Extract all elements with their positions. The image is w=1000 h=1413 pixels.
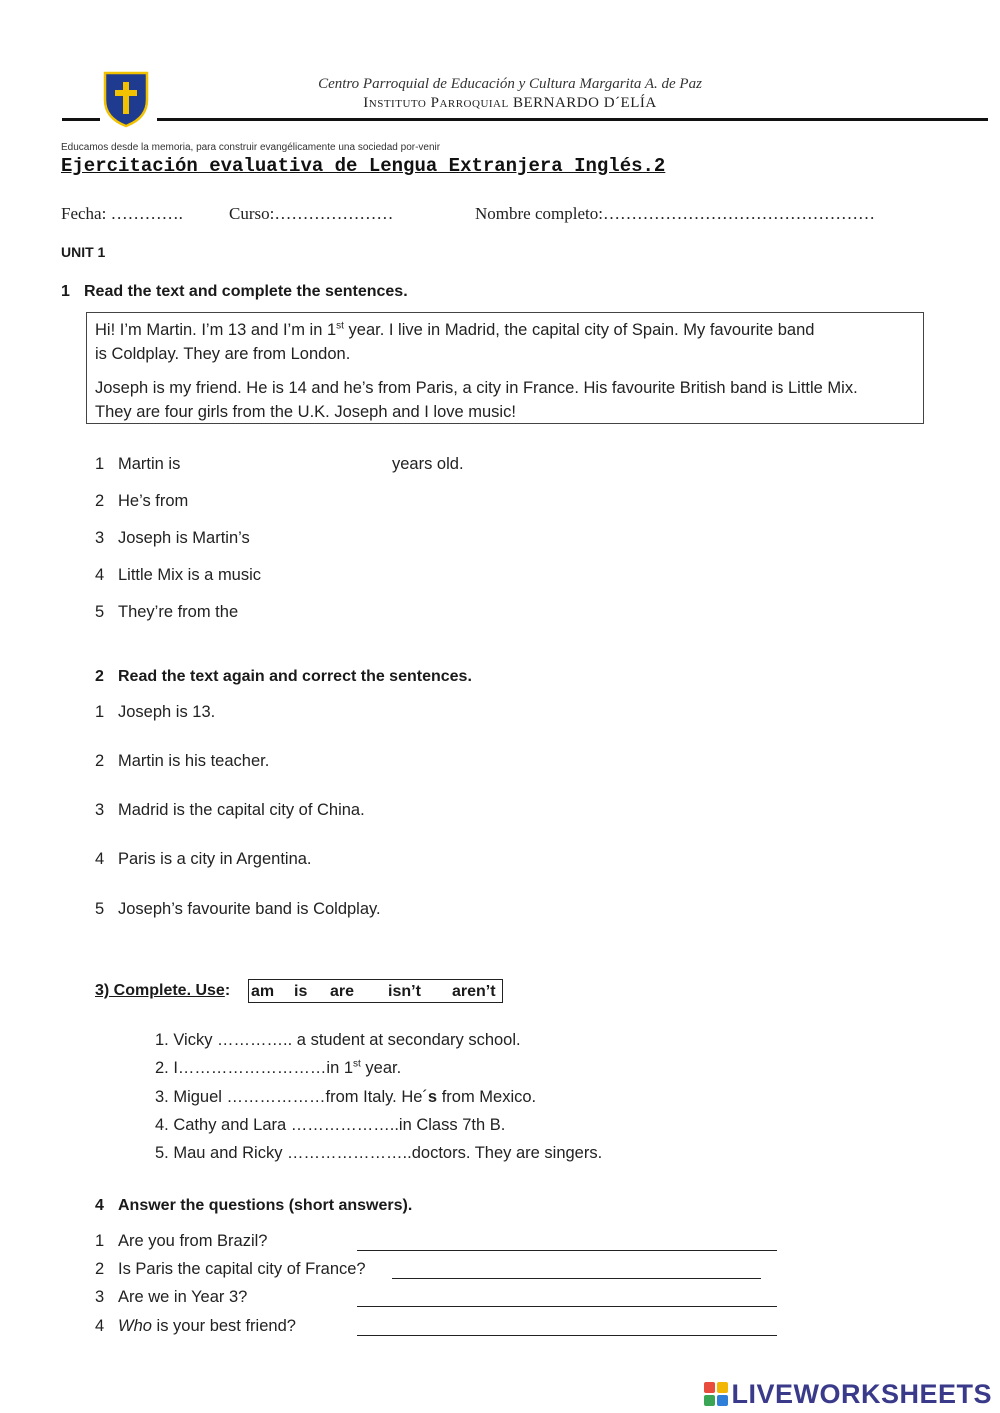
header-rule-left <box>62 118 100 121</box>
q2-item-2 <box>95 752 269 771</box>
reading-p2-part-a: Joseph is my friend. He is 14 and he’s from Paris, a city in France. His favourite British band is Little Mix. <box>95 379 858 397</box>
q1-item-4 <box>95 566 261 585</box>
q1-item-number: 1 <box>95 455 105 473</box>
q3-title-colon: : <box>224 982 231 999</box>
reading-p1-part-c: is Coldplay. They are from London. <box>95 345 351 363</box>
q2-item-text: Joseph’s favourite band is Coldplay. <box>118 900 381 918</box>
word-bank-is: is <box>294 983 308 1000</box>
institute-name: Instituto Parroquial BERNARDO D´ELÍA <box>363 95 657 111</box>
liveworksheets-logo[interactable] <box>703 1378 992 1410</box>
q3-item-5[interactable] <box>155 1144 602 1163</box>
q1-item-3 <box>95 529 250 548</box>
q3-item-text: 3. Miguel ………………from Italy. He´ <box>155 1088 428 1106</box>
reading-p1-part-b: year. I live in Madrid, the capital city of Spain. My favourite band <box>343 321 815 339</box>
q2-item-5 <box>95 900 381 919</box>
q4-item-text: Are you from Brazil? <box>118 1232 268 1250</box>
q2-item-number: 1 <box>95 703 105 721</box>
q1-item-number: 5 <box>95 603 105 621</box>
q2-item-number: 4 <box>95 850 105 868</box>
q1-item-text: Joseph is Martin’s <box>118 529 250 547</box>
q4-item-number: 4 <box>95 1317 105 1335</box>
reading-p1-sup: st <box>336 320 344 332</box>
q4-item-number: 3 <box>95 1288 105 1306</box>
reading-p1-part-a: Hi! I’m Martin. I’m 13 and I’m in 1 <box>95 321 337 339</box>
q4-item-text: Are we in Year 3? <box>118 1288 248 1306</box>
q2-item-4 <box>95 850 312 869</box>
header-rule-right <box>157 118 988 121</box>
reading-p2-part-b: They are four girls from the U.K. Joseph and I love music! <box>95 403 516 421</box>
q4-item-text: is your best friend? <box>151 1317 296 1335</box>
q1-item-number: 4 <box>95 566 105 584</box>
q3-title-text: 3) Complete. Use <box>95 982 225 999</box>
curso-field[interactable]: Curso:………………… <box>229 204 394 223</box>
q3-title <box>95 982 230 1000</box>
word-bank-box <box>248 979 503 1003</box>
q1-item-5 <box>95 603 238 622</box>
nombre-field[interactable]: Nombre completo:………………………………………… <box>475 204 875 223</box>
liveworksheets-brand-text: LIVEWORKSHEETS <box>731 1378 992 1409</box>
q4-item-italic: Who <box>118 1317 152 1335</box>
q4-title <box>95 1197 412 1215</box>
fecha-field[interactable]: Fecha: …………. <box>61 204 183 223</box>
q2-item-number: 2 <box>95 752 105 770</box>
q2-title <box>95 668 472 686</box>
q4-item-number: 1 <box>95 1232 105 1250</box>
q3-item-1[interactable] <box>155 1031 521 1050</box>
q3-item-text-end: from Mexico. <box>437 1088 537 1106</box>
q4-item-2 <box>95 1260 366 1279</box>
q4-number: 4 <box>95 1197 104 1214</box>
q4-item-3 <box>95 1288 247 1307</box>
q2-item-1 <box>95 703 215 722</box>
cross-shield-icon <box>101 70 151 128</box>
q3-item-sup: st <box>353 1058 361 1070</box>
q4-item-1 <box>95 1232 267 1251</box>
q1-item-2 <box>95 492 188 511</box>
q2-item-number: 3 <box>95 801 105 819</box>
q4-answer-line-4[interactable] <box>357 1335 777 1336</box>
q1-item-text: Little Mix is a music <box>118 566 262 584</box>
q4-title-text: Answer the questions (short answers). <box>118 1197 413 1214</box>
q1-item-text: They’re from the <box>118 603 239 621</box>
q3-item-bold: s <box>427 1088 438 1106</box>
unit-label: UNIT 1 <box>61 244 106 260</box>
q4-answer-line-2[interactable] <box>392 1278 761 1279</box>
q4-answer-line-3[interactable] <box>357 1306 777 1307</box>
q2-item-number: 5 <box>95 900 105 918</box>
q2-item-text: Madrid is the capital city of China. <box>118 801 365 819</box>
q2-item-text: Paris is a city in Argentina. <box>118 850 312 868</box>
word-bank-am: am <box>251 983 275 1000</box>
q4-item-4 <box>95 1317 296 1336</box>
q2-number: 2 <box>95 668 104 685</box>
q1-item-1 <box>95 455 180 474</box>
reading-text-box <box>86 312 924 424</box>
q3-item-text: 1. Vicky ………….. a student at secondary school. <box>155 1031 521 1049</box>
q1-item-text: Martin is <box>118 455 181 473</box>
q2-item-3 <box>95 801 365 820</box>
q1-item-number: 2 <box>95 492 105 510</box>
school-motto: Educamos desde la memoria, para construir evangélicamente una sociedad por-venir <box>61 142 441 153</box>
q4-item-number: 2 <box>95 1260 105 1278</box>
q1-title <box>61 283 408 301</box>
q1-title-text: Read the text and complete the sentences. <box>84 283 408 300</box>
q3-item-text: 4. Cathy and Lara ………………..in Class 7th B. <box>155 1116 506 1134</box>
q1-number: 1 <box>61 283 70 300</box>
liveworksheets-logo-icon <box>703 1381 729 1407</box>
word-bank-arent: aren’t <box>452 983 496 1000</box>
school-name: Centro Parroquial de Educación y Cultura Margarita A. de Paz <box>318 76 702 92</box>
q1-item-text: He’s from <box>118 492 189 510</box>
word-bank-isnt: isn’t <box>388 983 421 1000</box>
word-bank-are: are <box>330 983 355 1000</box>
q3-item-2[interactable] <box>155 1059 401 1078</box>
q1-item-number: 3 <box>95 529 105 547</box>
q3-item-text: 2. I………………………in 1 <box>155 1059 354 1077</box>
q3-item-text-end: year. <box>360 1059 402 1077</box>
reading-paragraph-1 <box>95 318 923 366</box>
q3-item-text: 5. Mau and Ricky …………………..doctors. They are singers. <box>155 1144 603 1162</box>
q2-title-text: Read the text again and correct the sentences. <box>118 668 472 685</box>
q4-answer-line-1[interactable] <box>357 1250 777 1251</box>
q4-item-text: Is Paris the capital city of France? <box>118 1260 366 1278</box>
q1-item-1-suffix: years old. <box>392 455 464 473</box>
document-title: Ejercitación evaluativa de Lengua Extranjera Inglés.2 <box>61 155 666 177</box>
q3-item-4[interactable] <box>155 1116 505 1135</box>
q2-item-text: Joseph is 13. <box>118 703 216 721</box>
q3-item-3[interactable] <box>155 1088 536 1107</box>
q2-item-text: Martin is his teacher. <box>118 752 270 770</box>
reading-paragraph-2 <box>95 376 923 424</box>
